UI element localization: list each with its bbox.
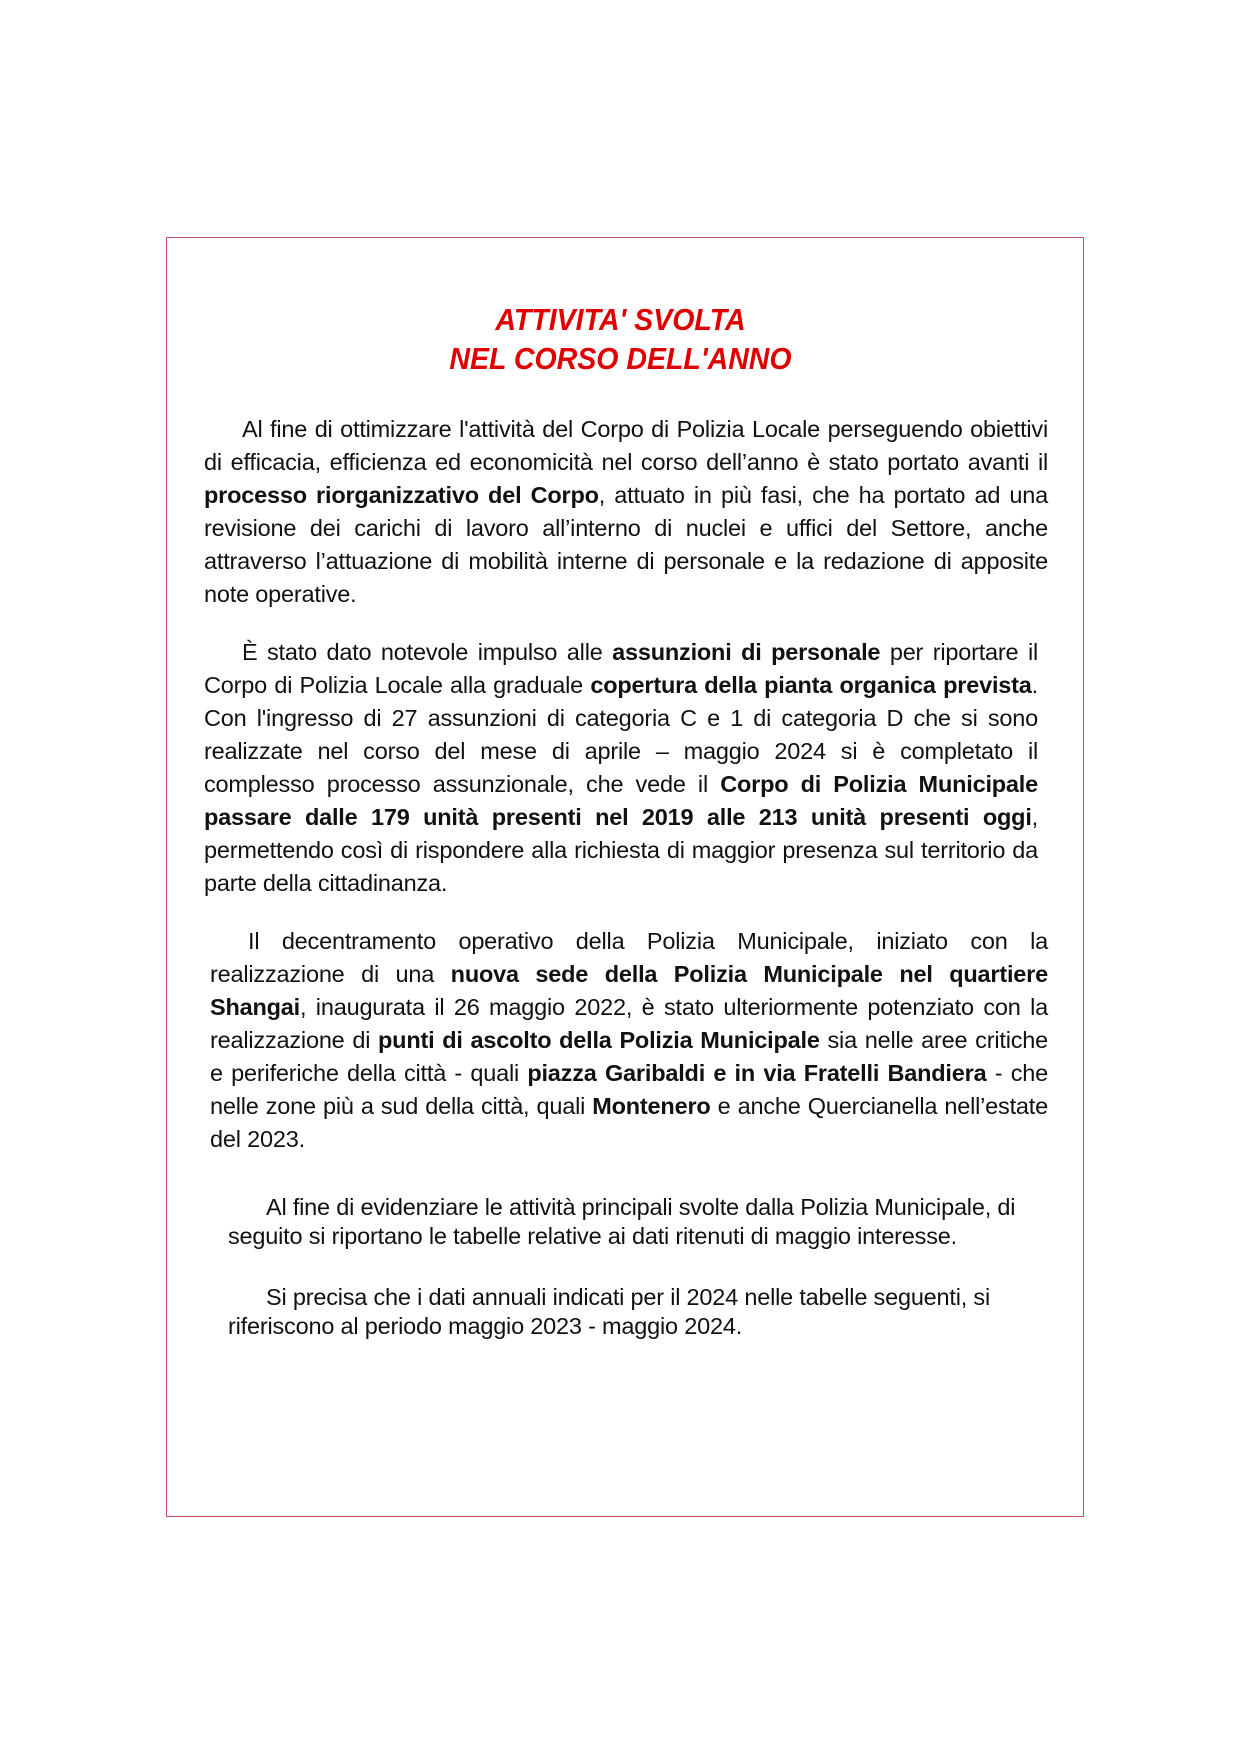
text-run: - che nelle zone più a sud della città, quali bbox=[210, 1060, 1049, 1119]
text-run: Il decentramento operativo della Polizia Municipale, iniziato con la realizzazione di una bbox=[210, 928, 1048, 987]
page-title bbox=[50, 300, 1192, 378]
text-run: sia nelle aree critiche e periferiche della città - quali bbox=[210, 1027, 1048, 1086]
text-run: È stato dato notevole impulso alle bbox=[242, 639, 613, 665]
paragraph-reorganization bbox=[204, 413, 1048, 611]
bold-text-run: assunzioni di personale bbox=[612, 639, 881, 665]
text-run: , inaugurata il 26 maggio 2022, è stato ulteriormente potenziato con la realizzazione di bbox=[210, 994, 1048, 1053]
text-run: Al fine di evidenziare le attività principali svolte dalla Polizia Municipale, di seguito si riportano le tabelle relative ai dati ritenuti di maggio interesse. bbox=[228, 1194, 1016, 1249]
text-run: , permettendo così di rispondere alla richiesta di maggior presenza sul territorio da parte della cittadinanza. bbox=[204, 804, 1038, 896]
text-run: . Con l'ingresso di 27 assunzioni di categoria C e 1 di categoria D che si sono realizzate nel corso del mese di aprile – maggio 2024 si è completato il complesso processo assunzionale, che vede il bbox=[204, 672, 1038, 797]
bold-text-run: piazza Garibaldi e in via Fratelli Bandiera bbox=[527, 1060, 987, 1086]
page-title-line-2: NEL CORSO DELL'ANNO bbox=[449, 341, 792, 376]
bold-text-run: processo riorganizzativo del Corpo bbox=[204, 482, 599, 508]
bold-text-run: punti di ascolto della Polizia Municipale bbox=[378, 1027, 820, 1053]
bold-text-run: Corpo di Polizia Municipale passare dalle 179 unità presenti nel 2019 alle 213 unità presenti oggi bbox=[204, 771, 1038, 830]
bold-text-run: copertura della pianta organica prevista bbox=[590, 672, 1032, 698]
text-run: , attuato in più fasi, che ha portato ad una revisione dei carichi di lavoro all’interno di nuclei e uffici del Settore, anche attraverso l’attuazione di mobilità interne di personale e la redazione di apposite note operative. bbox=[204, 482, 1048, 607]
page-title-line-1: ATTIVITA' SVOLTA bbox=[495, 302, 746, 337]
text-run: per riportare il Corpo di Polizia Locale alla graduale bbox=[204, 639, 1038, 698]
paragraph-decentralization bbox=[210, 925, 1048, 1156]
text-run: Al fine di ottimizzare l'attività del Corpo di Polizia Locale perseguendo obiettivi di efficacia, efficienza ed economicità nel corso dell’anno è stato portato avanti il bbox=[204, 416, 1048, 475]
paragraph-tables-intro bbox=[228, 1193, 1048, 1251]
paragraph-hiring bbox=[204, 636, 1038, 900]
text-run: Si precisa che i dati annuali indicati per il 2024 nelle tabelle seguenti, si riferiscono al periodo maggio 2023 - maggio 2024. bbox=[228, 1284, 991, 1339]
bold-text-run: Montenero bbox=[592, 1093, 711, 1119]
paragraph-data-period-note bbox=[228, 1283, 1048, 1341]
bold-text-run: nuova sede della Polizia Municipale nel quartiere Shangai bbox=[210, 961, 1048, 1020]
text-run: e anche Quercianella nell’estate del 2023. bbox=[210, 1093, 1049, 1152]
